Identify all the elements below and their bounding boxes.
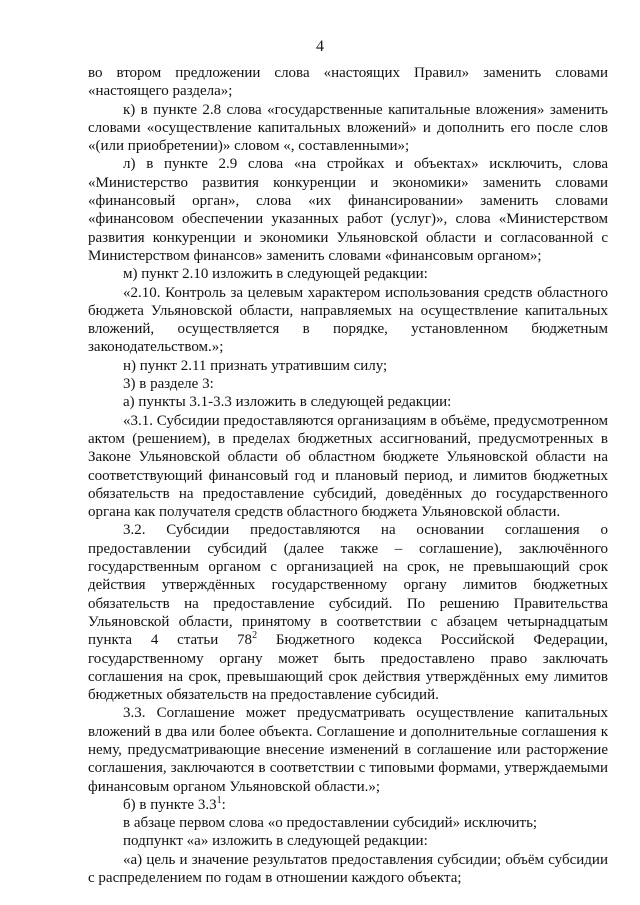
paragraph <box>88 796 608 814</box>
paragraph: н) пункт 2.11 признать утратившим силу; <box>123 357 388 374</box>
document-body <box>88 64 608 887</box>
paragraph <box>88 521 608 704</box>
paragraph-text: 3.2. Субсидии предоставляются на основании соглашения о предоставлении субсидий (далее также – соглашение), заключённого государственным органом с организацией на срок, не превышающий срок действия утверждённых государственному органу лимитов бюджетных обязательств на предоставление субсидий. По решению Правительства Ульяновской области, принятому в соответствии с абзацем четырнадцатым пункта 4 статьи 78 <box>88 522 608 649</box>
superscript: 2 <box>252 630 258 642</box>
paragraph: а) пункты 3.1-3.3 изложить в следующей редакции: <box>123 394 452 411</box>
paragraph: 3.3. Соглашение может предусматривать осуществление капитальных вложений в два или более объекта. Соглашение и дополнительные соглашения к нему, предусматривающие внесение изменений в соглашение или расторжение соглашения, заключаются в соответствии с типовыми формами, утверждаемыми финансовым органом Ульяновской области.»; <box>88 705 608 795</box>
paragraph: «3.1. Субсидии предоставляются организациям в объёме, предусмотренном актом (решением), в пределах бюджетных ассигнований, предусмотренных в Законе Ульяновской области об областном бюджете Ульяновской области на соответствующий финансовый год и плановый период, и лимитов бюджетных обязательств на предоставление субсидий, доведённых до государственного органа как получателя средств областного бюджета Ульяновской области. <box>88 412 608 521</box>
paragraph: 3) в разделе 3: <box>123 376 214 393</box>
paragraph: «а) цель и значение результатов предоставления субсидии; объём субсидии с распределением по годам в отношении каждого объекта; <box>88 851 608 887</box>
paragraph: «2.10. Контроль за целевым характером использования средств областного бюджета Ульяновской области, направляемых на осуществление капитальных вложений, осуществляется в порядке, установленном бюджетным законодательством.»; <box>88 284 608 356</box>
paragraph-text: б) в пункте 3.3 <box>123 796 217 813</box>
superscript: 1 <box>216 794 222 806</box>
paragraph: к) в пункте 2.8 слова «государственные капитальные вложения» заменить словами «осуществление капитальных вложений» и дополнить его после слов «(или приобретении)» словом «, составленными»; <box>88 101 608 155</box>
paragraph: во втором предложении слова «настоящих Правил» заменить словами «настоящего раздела»; <box>88 65 608 100</box>
paragraph: подпункт «а» изложить в следующей редакции: <box>123 833 428 850</box>
paragraph-text: Бюджетного кодекса Российской Федерации, государственному органу может быть предоставлено право заключать соглашения на срок, превышающий срок действия утверждённых ему лимитов бюджетных обязательств на предоставление субсидий. <box>88 632 608 704</box>
paragraph: в абзаце первом слова «о предоставлении субсидий» исключить; <box>123 815 538 832</box>
paragraph: м) пункт 2.10 изложить в следующей редакции: <box>123 266 428 283</box>
paragraph-text: : <box>221 796 226 813</box>
page-number: 4 <box>316 38 324 55</box>
paragraph: л) в пункте 2.9 слова «на стройках и объектах» исключить, слова «Министерство развития конкуренции и экономики» заменить словами «финансовый орган», слова «их финансировании» заменить словами «финансовом обеспечении указанных работ (услуг)», слова «Министерством развития конкуренции и экономики Ульяновской области и согласованной с Министерством финансов» заменить словами «финансовым органом»; <box>88 156 608 264</box>
